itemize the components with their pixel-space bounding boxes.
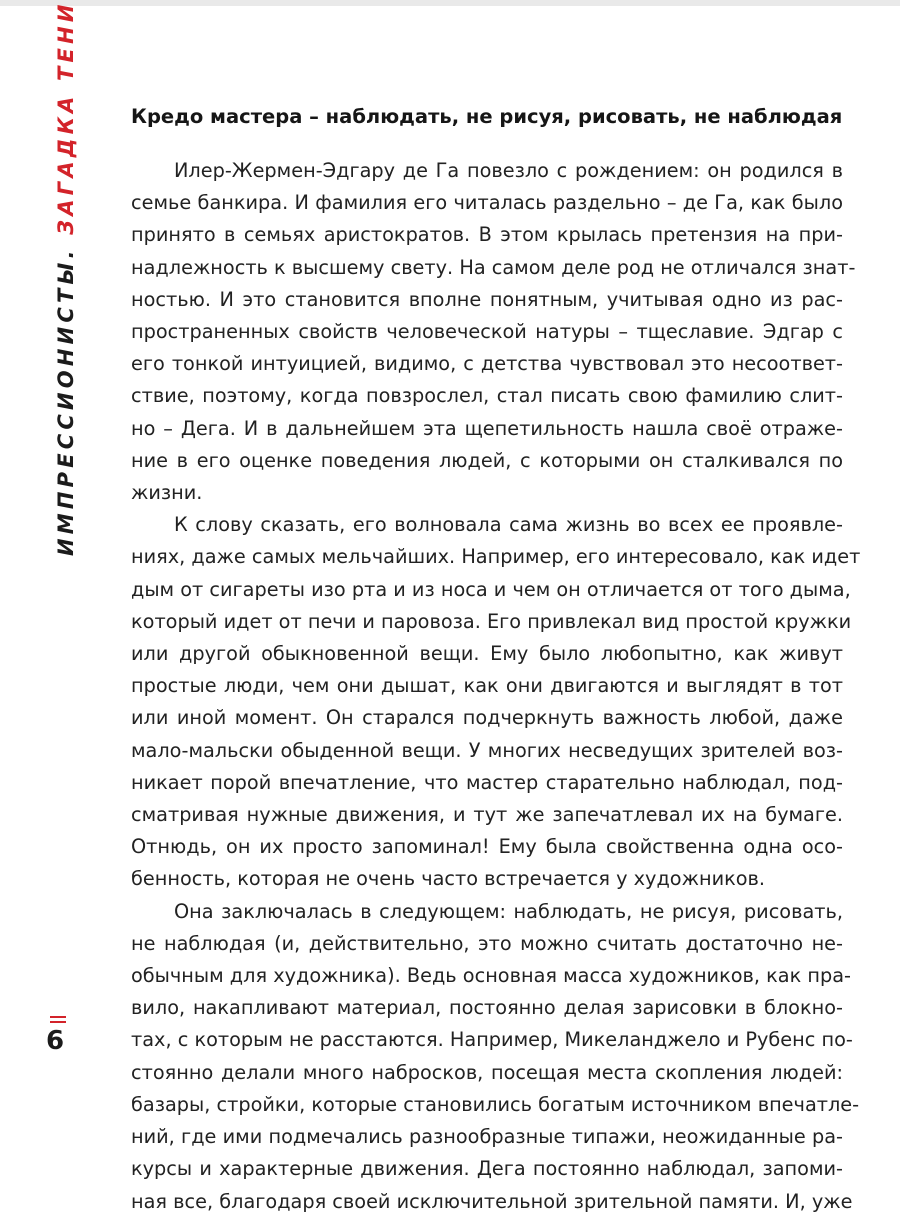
text-line: или другой обыкновенной вещи. Ему было любопытно, как живут <box>131 642 843 666</box>
page-number-marker <box>50 1016 66 1023</box>
text-line: мало-мальски обыденной вещи. У многих несведущих зрителей воз- <box>131 738 843 762</box>
text-line: который идет от печи и паровоза. Его привлекал вид простой кружки <box>131 609 852 633</box>
text-line: не наблюдая (и, действительно, это можно считать достаточно не- <box>131 931 843 955</box>
text-line: семье банкира. И фамилия его читалась раздельно – де Га, как было <box>131 191 843 215</box>
text-line: ний, где ими подмечались разнообразные типажи, неожиданные ра- <box>131 1125 843 1149</box>
text-line: надлежность к высшему свету. На самом деле род не отличался знат- <box>131 255 856 279</box>
page-content <box>131 101 861 1218</box>
running-title-vertical <box>49 0 83 556</box>
text-line: жизни. <box>131 481 203 505</box>
text-line: обычным для художника). Ведь основная масса художников, как пра- <box>131 964 851 988</box>
text-line: его тонкой интуицией, видимо, с детства чувствовал это несоответ- <box>131 352 843 376</box>
text-line: Она заключалась в следующем: наблюдать, не рисуя, рисовать, <box>174 899 843 923</box>
page-number: 6 <box>46 1026 65 1056</box>
text-line: простые люди, чем они дышат, как они двигаются и выглядят в тот <box>131 674 843 698</box>
text-line: пространенных свойств человеческой натуры – тщеславие. Эдгар с <box>131 320 843 344</box>
body-text <box>131 155 861 1218</box>
text-line: но – Дега. И в дальнейшем эта щепетильность нашла своё отраже- <box>131 416 843 440</box>
section-heading: Кредо мастера – наблюдать, не рисуя, рисовать, не наблюдая <box>131 105 843 128</box>
paragraph <box>131 509 861 895</box>
paragraph <box>131 896 860 1218</box>
text-line: курсы и характерные движения. Дега постоянно наблюдал, запоми- <box>131 1157 843 1181</box>
text-line: дым от сигареты изо рта и из носа и чем он отличается от того дыма, <box>131 577 851 601</box>
text-line: ствие, поэтому, когда повзрослел, стал писать свою фамилию слит- <box>131 384 843 408</box>
text-line: принято в семьях аристократов. В этом крылась претензия на при- <box>131 223 843 247</box>
text-line: никает порой впечатление, что мастер старательно наблюдал, под- <box>131 770 843 794</box>
text-line: бенность, которая не очень часто встречается у художников. <box>131 867 766 891</box>
text-line: ная все, благодаря своей исключительной зрительной памяти. И, уже <box>131 1189 853 1213</box>
text-line: сматривая нужные движения, и тут же запечатлевал их на бумаге. <box>131 803 843 827</box>
text-line: тах, с которым не расстаются. Например, Микеланджело и Рубенс по- <box>131 1028 853 1052</box>
running-title-book: ЗАГАДКА ТЕНИ <box>54 0 78 235</box>
text-line: ностью. И это становится вполне понятным, учитывая одно из рас- <box>131 287 843 311</box>
running-title-series: ИМПРЕССИОНИСТЫ. <box>54 246 78 556</box>
text-line: Илер-Жермен-Эдгару де Га повезло с рождением: он родился в <box>174 159 843 182</box>
text-line: вило, накапливают материал, постоянно делая зарисовки в блокно- <box>131 996 843 1020</box>
text-line: стоянно делали много набросков, посещая места скопления людей: <box>131 1060 843 1084</box>
text-line: базары, стройки, которые становились богатым источником впечатле- <box>131 1092 860 1116</box>
text-line: Отнюдь, он их просто запоминал! Ему была свойственна одна осо- <box>131 835 843 859</box>
paragraph <box>131 155 856 509</box>
text-line: ниях, даже самых мельчайших. Например, его интересовало, как идет <box>131 545 861 569</box>
text-line: К слову сказать, его волновала сама жизнь во всех ее проявле- <box>174 513 843 537</box>
text-line: или иной момент. Он старался подчеркнуть важность любой, даже <box>131 706 843 730</box>
text-line: ние в его оценке поведения людей, с которыми он сталкивался по <box>131 448 843 472</box>
